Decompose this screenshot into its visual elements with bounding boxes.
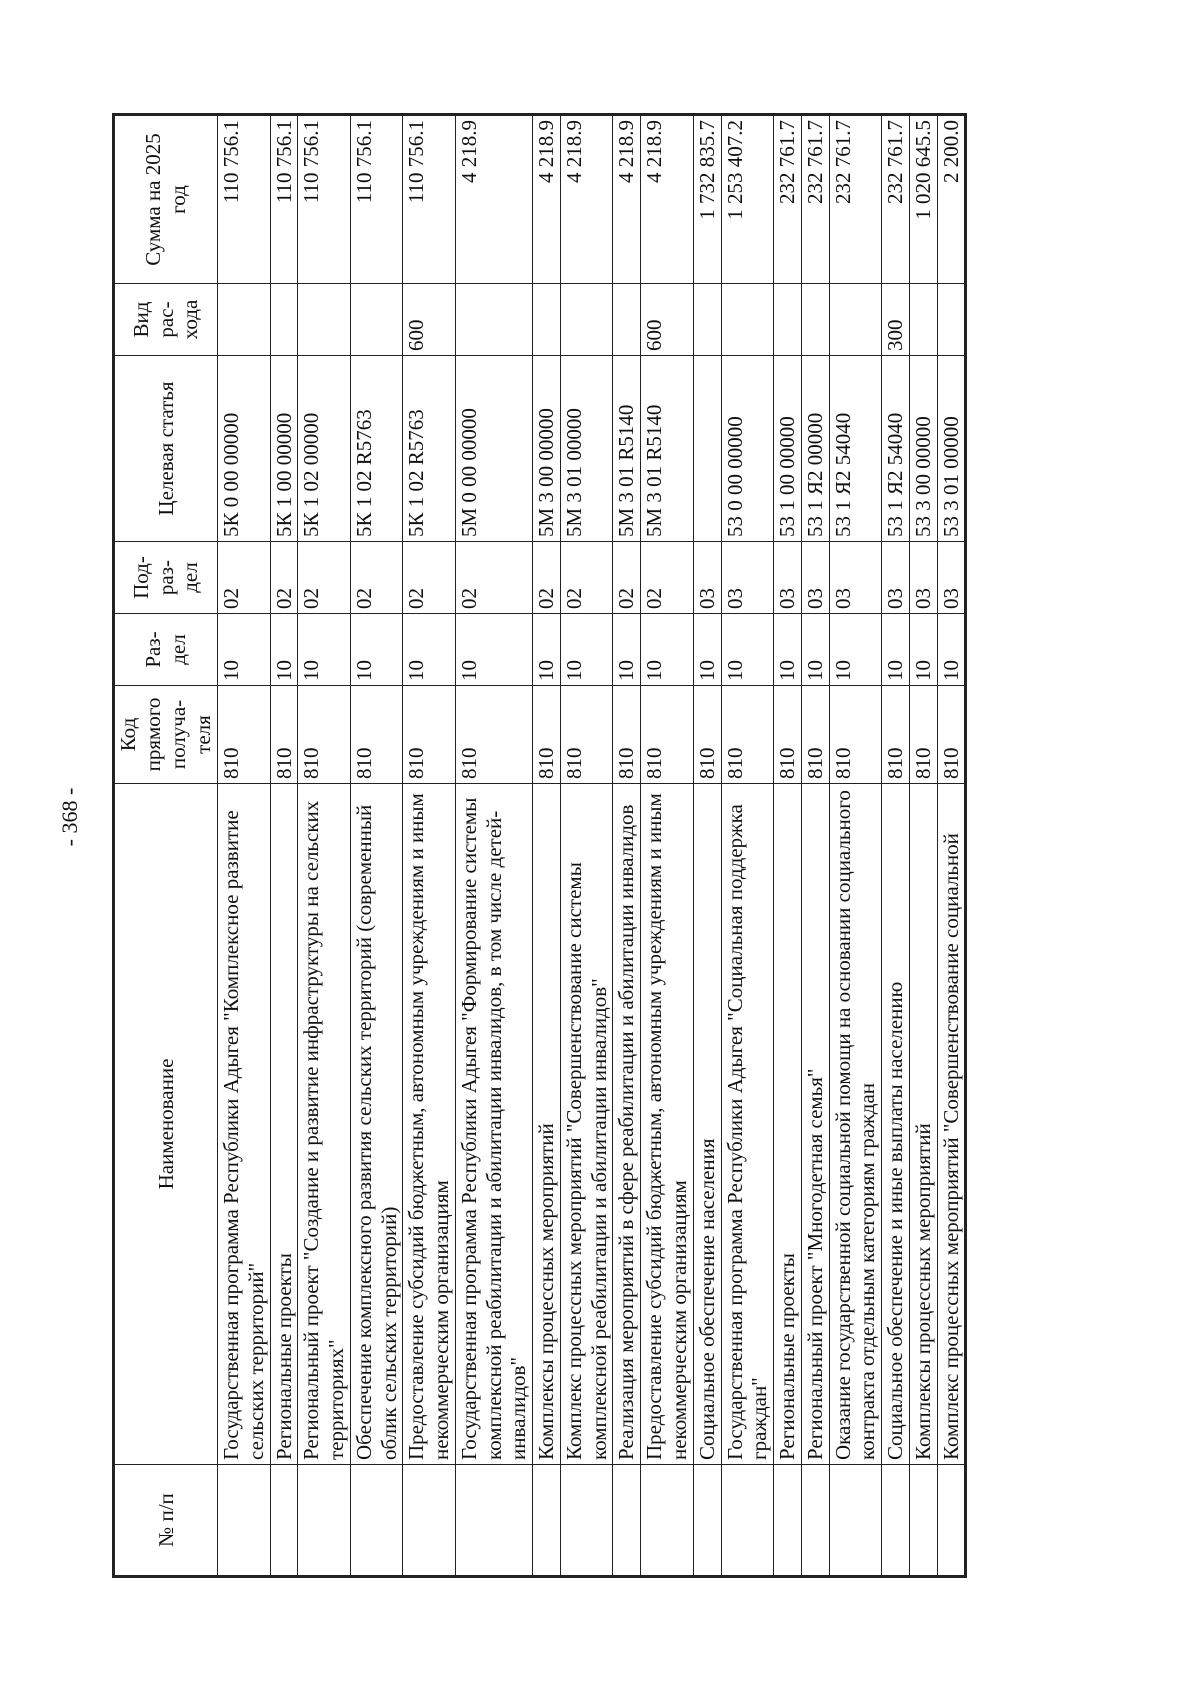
cell-podrazdel: 02 [350,542,403,614]
cell-podrazdel: 02 [403,542,456,614]
cell-summa: 4 218.9 [641,115,694,284]
page-number: - 368 - [57,787,82,847]
cell-code: 810 [218,686,271,784]
cell-vid [218,284,271,356]
cell-summa: 110 756.1 [403,115,456,284]
cell-num [613,1465,641,1577]
cell-vid [455,284,532,356]
cell-name: Комплексы процессных мероприятий [909,784,937,1465]
cell-num [641,1465,694,1577]
cell-num [721,1465,774,1577]
cell-vid [533,284,561,356]
cell-summa: 4 218.9 [533,115,561,284]
cell-celevaya: 53 1 Я2 54040 [829,356,882,542]
table-row [909,115,937,1577]
table-row [350,115,403,1577]
cell-summa: 232 761.7 [801,115,829,284]
cell-summa: 4 218.9 [560,115,613,284]
cell-name: Региональный проект "Создание и развитие инфраструктуры на сельских территориях" [298,784,351,1465]
table-row [937,115,966,1577]
cell-podrazdel: 03 [801,542,829,614]
cell-podrazdel: 03 [909,542,937,614]
cell-summa: 4 218.9 [455,115,532,284]
cell-num [693,1465,721,1577]
cell-vid [560,284,613,356]
table-row [613,115,641,1577]
cell-celevaya: 5М 3 00 00000 [533,356,561,542]
cell-code: 810 [909,686,937,784]
cell-summa: 110 756.1 [298,115,351,284]
cell-code: 810 [533,686,561,784]
cell-summa: 1 253 407.2 [721,115,774,284]
cell-razdel: 10 [218,614,271,686]
cell-code: 810 [882,686,910,784]
table-row [882,115,910,1577]
cell-podrazdel: 02 [560,542,613,614]
header-celevaya: Целевая статья [114,356,218,542]
cell-razdel: 10 [298,614,351,686]
budget-table [112,113,967,1578]
cell-celevaya: 5М 0 00 00000 [455,356,532,542]
cell-code: 810 [270,686,298,784]
cell-vid [937,284,966,356]
cell-podrazdel: 03 [721,542,774,614]
cell-podrazdel: 03 [774,542,802,614]
cell-num [801,1465,829,1577]
header-code: Код прямого получа-теля [114,686,218,784]
header-vid: Вид рас-хода [114,284,218,356]
table-row [298,115,351,1577]
cell-vid [801,284,829,356]
cell-razdel: 10 [774,614,802,686]
cell-name: Оказание государственной социальной помощи на основании социального контракта отдельным категориям граждан [829,784,882,1465]
cell-razdel: 10 [455,614,532,686]
cell-razdel: 10 [829,614,882,686]
header-name: Наименование [114,784,218,1465]
table-row [693,115,721,1577]
cell-celevaya [693,356,721,542]
header-razdel: Раз-дел [114,614,218,686]
table-row [403,115,456,1577]
header-podrazdel: Под-раз-дел [114,542,218,614]
cell-name: Региональные проекты [774,784,802,1465]
cell-razdel: 10 [909,614,937,686]
cell-name: Региональный проект "Многодетная семья" [801,784,829,1465]
cell-razdel: 10 [270,614,298,686]
table-row [721,115,774,1577]
cell-code: 810 [455,686,532,784]
cell-summa: 232 761.7 [774,115,802,284]
table-row [270,115,298,1577]
cell-name: Реализация мероприятий в сфере реабилитации и абилитации инвалидов [613,784,641,1465]
table-row [218,115,271,1577]
cell-name: Комплекс процессных мероприятий "Совершенствование системы комплексной реабилитации и абилитации инвалидов" [560,784,613,1465]
cell-num [403,1465,456,1577]
cell-num [455,1465,532,1577]
cell-summa: 2 200.0 [937,115,966,284]
budget-table-container [112,116,1052,1578]
table-row [801,115,829,1577]
cell-name: Комплекс процессных мероприятий "Совершенствование социальной [937,784,966,1465]
cell-name: Государственная программа Республики Адыгея "Формирование системы комплексной реабилитации и абилитации инвалидов, в том числе детей-инвалидов" [455,784,532,1465]
cell-celevaya: 53 3 00 00000 [909,356,937,542]
cell-podrazdel: 02 [298,542,351,614]
cell-num [560,1465,613,1577]
cell-name: Предоставление субсидий бюджетным, автономным учреждениям и иным некоммерческим организациям [403,784,456,1465]
cell-name: Государственная программа Республики Адыгея "Комплексное развитие сельских территорий" [218,784,271,1465]
cell-name: Социальное обеспечение населения [693,784,721,1465]
cell-name: Предоставление субсидий бюджетным, автономным учреждениям и иным некоммерческим организациям [641,784,694,1465]
cell-razdel: 10 [693,614,721,686]
cell-vid [613,284,641,356]
cell-summa: 232 761.7 [882,115,910,284]
cell-podrazdel: 03 [882,542,910,614]
cell-summa: 110 756.1 [270,115,298,284]
cell-num [937,1465,966,1577]
cell-vid [298,284,351,356]
cell-celevaya: 5К 1 02 00000 [298,356,351,542]
cell-celevaya: 5М 3 01 R5140 [641,356,694,542]
cell-code: 810 [829,686,882,784]
cell-razdel: 10 [613,614,641,686]
cell-podrazdel: 03 [937,542,966,614]
cell-celevaya: 5К 1 00 00000 [270,356,298,542]
cell-code: 810 [560,686,613,784]
table-row [560,115,613,1577]
cell-num [350,1465,403,1577]
cell-podrazdel: 02 [218,542,271,614]
cell-vid: 300 [882,284,910,356]
cell-celevaya: 5М 3 01 R5140 [613,356,641,542]
cell-summa: 232 761.7 [829,115,882,284]
cell-razdel: 10 [882,614,910,686]
cell-celevaya: 53 1 00 00000 [774,356,802,542]
cell-code: 810 [801,686,829,784]
cell-code: 810 [350,686,403,784]
cell-razdel: 10 [350,614,403,686]
cell-name: Региональные проекты [270,784,298,1465]
cell-celevaya: 5К 1 02 R5763 [403,356,456,542]
cell-vid [350,284,403,356]
cell-name: Комплексы процессных мероприятий [533,784,561,1465]
cell-num [298,1465,351,1577]
cell-podrazdel: 02 [455,542,532,614]
cell-name: Государственная программа Республики Адыгея "Социальная поддержка граждан" [721,784,774,1465]
cell-razdel: 10 [403,614,456,686]
cell-podrazdel: 02 [270,542,298,614]
cell-code: 810 [403,686,456,784]
cell-razdel: 10 [560,614,613,686]
cell-podrazdel: 02 [641,542,694,614]
cell-vid: 600 [641,284,694,356]
cell-vid [829,284,882,356]
cell-razdel: 10 [721,614,774,686]
cell-code: 810 [613,686,641,784]
table-header-row [114,115,218,1577]
header-num: № п/п [114,1465,218,1577]
cell-num [774,1465,802,1577]
cell-summa: 110 756.1 [218,115,271,284]
table-row [533,115,561,1577]
cell-num [909,1465,937,1577]
table-row [774,115,802,1577]
table-body [218,115,966,1577]
table-row [455,115,532,1577]
cell-name: Социальное обеспечение и иные выплаты населению [882,784,910,1465]
cell-razdel: 10 [937,614,966,686]
cell-celevaya: 53 1 Я2 54040 [882,356,910,542]
cell-num [270,1465,298,1577]
cell-code: 810 [937,686,966,784]
cell-summa: 110 756.1 [350,115,403,284]
cell-podrazdel: 03 [829,542,882,614]
cell-num [829,1465,882,1577]
cell-celevaya: 53 1 Я2 00000 [801,356,829,542]
cell-num [218,1465,271,1577]
cell-razdel: 10 [801,614,829,686]
cell-code: 810 [774,686,802,784]
cell-celevaya: 53 0 00 00000 [721,356,774,542]
cell-num [882,1465,910,1577]
cell-podrazdel: 02 [613,542,641,614]
cell-razdel: 10 [641,614,694,686]
table-row [641,115,694,1577]
cell-code: 810 [298,686,351,784]
cell-podrazdel: 02 [533,542,561,614]
cell-vid [909,284,937,356]
cell-vid: 600 [403,284,456,356]
cell-celevaya: 53 3 01 00000 [937,356,966,542]
cell-code: 810 [721,686,774,784]
cell-vid [270,284,298,356]
cell-num [533,1465,561,1577]
cell-podrazdel: 03 [693,542,721,614]
cell-summa: 1 020 645.5 [909,115,937,284]
cell-summa: 1 732 835.7 [693,115,721,284]
cell-summa: 4 218.9 [613,115,641,284]
cell-celevaya: 5М 3 01 00000 [560,356,613,542]
table-row [829,115,882,1577]
cell-celevaya: 5К 0 00 00000 [218,356,271,542]
cell-name: Обеспечение комплексного развития сельских территорий (современный облик сельских территорий) [350,784,403,1465]
cell-vid [693,284,721,356]
cell-celevaya: 5К 1 02 R5763 [350,356,403,542]
header-summa: Сумма на 2025 год [114,115,218,284]
cell-vid [721,284,774,356]
cell-vid [774,284,802,356]
cell-code: 810 [641,686,694,784]
cell-code: 810 [693,686,721,784]
cell-razdel: 10 [533,614,561,686]
